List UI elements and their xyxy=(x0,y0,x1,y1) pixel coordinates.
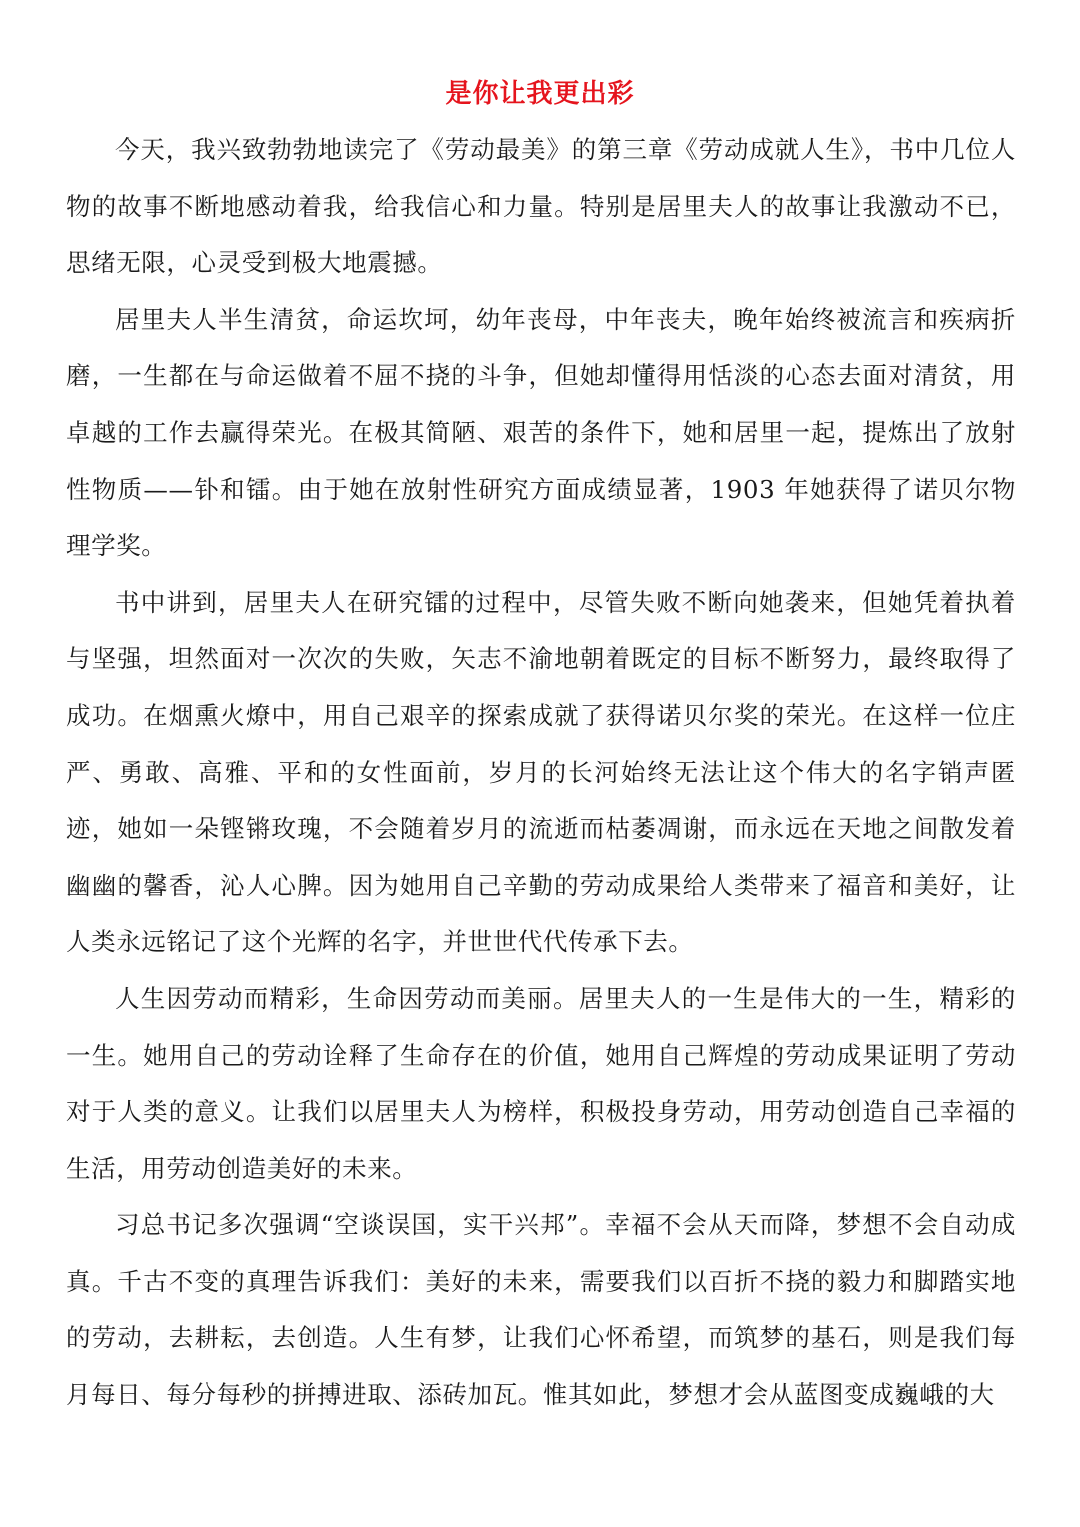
paragraph: 人生因劳动而精彩，生命因劳动而美丽。居里夫人的一生是伟大的一生，精彩的一生。她用自己的劳动诠释了生命存在的价值，她用自己辉煌的劳动成果证明了劳动对于人类的意义。让我们以居里夫人为榜样，积极投身劳动，用劳动创造自己幸福的生活，用劳动创造美好的未来。 xyxy=(66,983,1016,1183)
paragraph: 书中讲到，居里夫人在研究镭的过程中，尽管失败不断向她袭来，但她凭着执着与坚强，坦然面对一次次的失败，矢志不渝地朝着既定的目标不断努力，最终取得了成功。在烟熏火燎中，用自己艰辛的探索成就了获得诺贝尔奖的荣光。在这样一位庄严、勇敢、高雅、平和的女性面前，岁月的长河始终无法让这个伟大的名字销声匿迹，她如一朵铿锵玫瑰，不会随着岁月的流逝而枯萎凋谢，而永远在天地之间散发着幽幽的馨香，沁人心脾。因为她用自己辛勤的劳动成果给人类带来了福音和美好，让人类永远铭记了这个光辉的名字，并世世代代传承下去。 xyxy=(66,587,1016,957)
paragraph: 习总书记多次强调“空谈误国，实干兴邦”。幸福不会从天而降，梦想不会自动成真。千古不变的真理告诉我们：美好的未来，需要我们以百折不挠的毅力和脚踏实地的劳动，去耕耘，去创造。人生有梦，让我们心怀希望，而筑梦的基石，则是我们每月每日、每分每秒的拼搏进取、添砖加瓦。惟其如此，梦想才会从蓝图变成巍峨的大 xyxy=(66,1210,1016,1410)
paragraph: 居里夫人半生清贫，命运坎坷，幼年丧母，中年丧夫，晚年始终被流言和疾病折磨，一生都在与命运做着不屈不挠的斗争，但她却懂得用恬淡的心态去面对清贫，用卓越的工作去赢得荣光。在极其简陋、艰苦的条件下，她和居里一起，提炼出了放射性物质——钋和镭。由于她在放射性研究方面成绩显著，1903 年她获得了诺贝尔物理学奖。 xyxy=(66,304,1016,561)
document-title: 是你让我更出彩 xyxy=(445,79,635,109)
document-body xyxy=(66,122,1016,1424)
paragraph: 今天，我兴致勃勃地读完了《劳动最美》的第三章《劳动成就人生》，书中几位人物的故事不断地感动着我，给我信心和力量。特别是居里夫人的故事让我激动不已，思绪无限，心灵受到极大地震撼。 xyxy=(66,135,1016,278)
